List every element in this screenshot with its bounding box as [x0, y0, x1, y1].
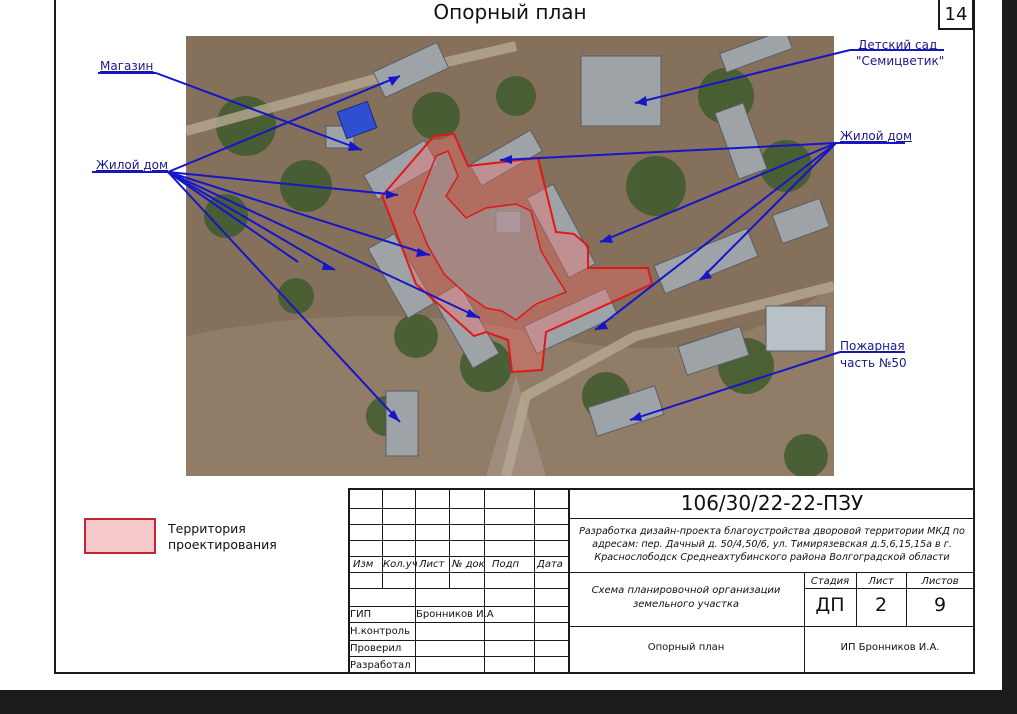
- label-fire-station: Пожарная: [840, 339, 905, 353]
- kindergarten-line1: Детский сад: [858, 38, 938, 52]
- gip-name: Бронников И.А: [416, 609, 494, 620]
- col-header-izm: Изм: [353, 559, 374, 570]
- col-header-date: Дата: [537, 559, 563, 570]
- stage-header: Стадия: [810, 576, 850, 587]
- label-kindergarten: [858, 39, 937, 52]
- drawing-name: Опорный план: [647, 642, 725, 653]
- document-code: 106/30/22-22-ПЗУ: [680, 491, 864, 515]
- label-fire-station-number: часть №50: [840, 356, 907, 370]
- col-header-list: Лист: [419, 559, 445, 570]
- label-kindergarten-name: "Семицветик": [856, 54, 945, 68]
- page-number: 14: [938, 0, 974, 30]
- page-title: Опорный план: [433, 0, 587, 24]
- label-residential-right: Жилой дом: [840, 129, 913, 143]
- sheets-value: 9: [933, 594, 947, 616]
- role-checked: Проверил: [350, 643, 402, 654]
- sheet-title: Схема планировочной организации земельного участка: [591, 585, 781, 610]
- sheet-value: 2: [874, 594, 888, 616]
- role-gip: ГИП: [350, 609, 372, 620]
- sheets-header: Листов: [921, 576, 959, 587]
- project-description: Разработка дизайн-проекта благоустройства дворовой территории МКД по адресам: пер. Дачный д. 50/4,50/6, ул. Тимирязевская д.5,6,15,15а в г. Краснослободск Среднеахтубинского района Волгоградской области: [579, 526, 965, 563]
- col-header-kol-uch: Кол.уч: [383, 559, 418, 570]
- sheet-header: Лист: [868, 576, 894, 587]
- organization: ИП Бронников И.А.: [840, 642, 940, 653]
- legend-text: Территория проектирования: [168, 521, 277, 552]
- stage-value: ДП: [815, 594, 845, 616]
- col-header-doc: № док: [452, 559, 485, 570]
- title-block: [348, 488, 974, 674]
- label-shop: Магазин: [100, 59, 154, 73]
- role-developed: Разработал: [350, 660, 411, 671]
- label-residential-left: Жилой дом: [96, 158, 169, 172]
- col-header-sign: Подп: [492, 559, 520, 570]
- legend-swatch: [84, 518, 156, 554]
- role-n-control: Н.контроль: [350, 626, 410, 637]
